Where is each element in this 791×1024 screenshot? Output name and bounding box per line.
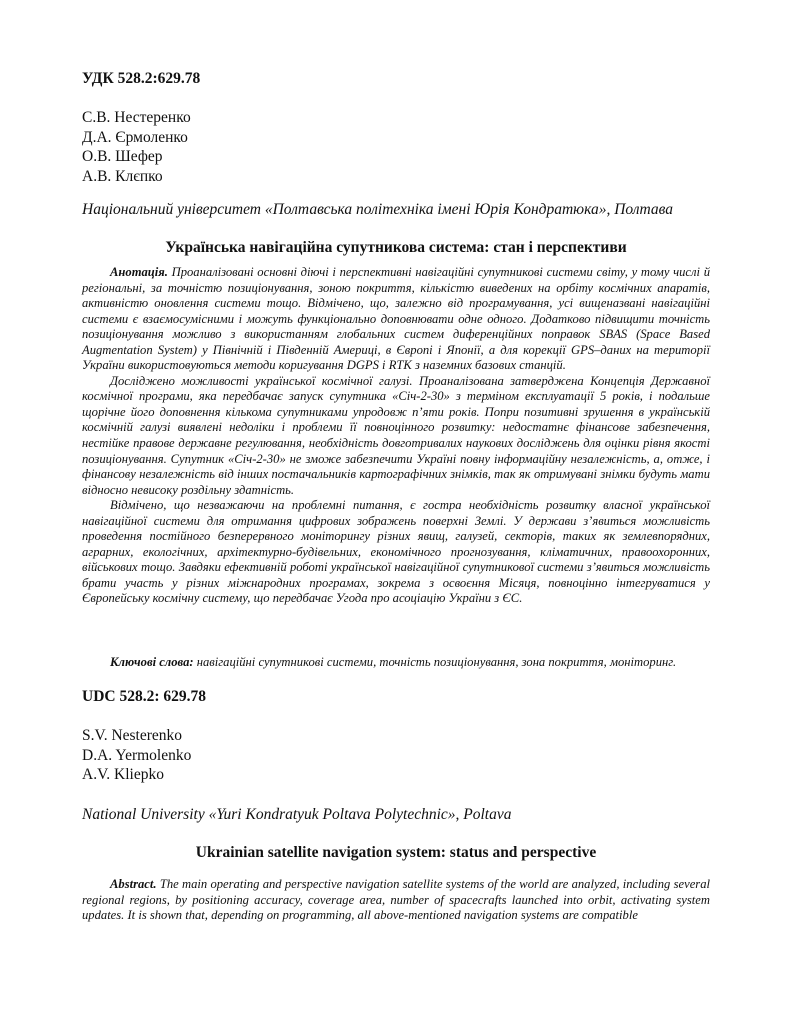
keywords-ua	[82, 655, 710, 670]
abstract-paragraph: Відмічено, що незважаючи на проблемні питання, є гостра необхідність розвитку власної української навігаційної системи для отримання цифрових зображень поверхні Землі. У держави з’явиться можливість проведення постійного безперервного моніторингу різних явищ, галузей, секторів, таких як землевпорядних, аграрних, екологічних, архітектурно-будівельних, економічного прогнозування, кліматичних, правоохоронних, військових тощо. Завдяки ефективній роботі української навігаційної супутникової системи з’явиться можливість брати участь у різних міжнародних програмах, зокрема з освоєння Місяця, повноцінно інтегруватися у Європейську космічну систему, що передбачає Угода про асоціацію України з ЄС.	[82, 498, 710, 606]
abstract-label: Abstract.	[110, 877, 157, 891]
author: D.A. Yermolenko	[82, 746, 192, 764]
author: О.В. Шефер	[82, 148, 163, 166]
author: С.В. Нестеренко	[82, 109, 191, 126]
author: S.V. Nesterenko	[82, 727, 183, 744]
author: Д.А. Єрмоленко	[82, 128, 188, 146]
abstract-paragraph: Анотація. Проаналізовані основні діючі і перспективні навігаційні супутникові системи світу, у тому числі й регіональні, за точністю позиціонування, зоною покриття, кількістю виведених на орбіту космічних апаратів, активністю оновлення системи тощо. Відмічено, що, залежно від програмування, усі вищеназвані навігаційні системи є взаємосумісними і можуть функціонально доповнювати одне одного. Додатково підвищити точність позиціонування можливо з використанням глобальних систем диференційних поправок SBAS (Space Based Augmentation System) у Північній і Південній Америці, в Європі і Японії, а для корекції GPS–даних на території України використовуються методи коригування DGPS і RTK з наземних базових станцій.	[82, 265, 710, 373]
keywords-text: навігаційні супутникові системи, точність позиціонування, зона покриття, моніторинг.	[193, 655, 677, 669]
affiliation-ua: Національний університет «Полтавська політехніка імені Юрія Кондратюка», Полтава	[82, 201, 674, 218]
abstract-paragraph: Abstract. The main operating and perspective navigation satellite systems of the world are analyzed, including several regional regions, by positioning accuracy, coverage area, number of spacecrafts launched into orbit, activating system updates. It is shown that, depending on programming, all above-mentioned navigation systems are compatible	[82, 877, 710, 923]
authors-en	[82, 726, 191, 785]
authors-ua	[82, 108, 191, 187]
abstract-label: Анотація.	[110, 265, 168, 279]
udc-code: UDC 528.2: 629.78	[82, 688, 206, 705]
title-en: Ukrainian satellite navigation system: status and perspective	[195, 844, 597, 861]
title-ua: Українська навігаційна супутникова система: стан і перспективи	[165, 239, 627, 256]
abstract-en	[82, 877, 710, 924]
author: А.В. Клєпко	[82, 168, 163, 186]
keywords-label: Ключові слова:	[110, 655, 194, 669]
abstract-ua	[82, 265, 710, 607]
udk-code: УДК 528.2:629.78	[82, 70, 201, 87]
abstract-paragraph: Досліджено можливості української космічної галузі. Проаналізована затверджена Концепція Державної космічної програми, яка передбачає запуск супутника «Січ-2-30» з терміном експлуатації 5 років, і подальше щорічне його доповнення кількома супутниками упродовж п’яти років. Попри позитивні зрушення в українській космічній галузі виявлені недоліки і проблеми її повноцінного розвитку: недостатнє фінансове забезпечення, нестійке правове державне регулювання, необхідність довготривалих наукових досліджень для оцінки рівня якості позиціонування. Супутник «Січ-2-30» не зможе забезпечити Україні повну інформаційну незалежність, а, отже, і фінансову незалежність від інших постачальників картографічних знімків, так як отримувані знімки будуть мати відносно невисоку роздільну здатність.	[82, 373, 710, 497]
affiliation-en: National University «Yuri Kondratyuk Poltava Polytechnic», Poltava	[82, 806, 512, 823]
author: A.V. Kliepko	[82, 766, 164, 784]
